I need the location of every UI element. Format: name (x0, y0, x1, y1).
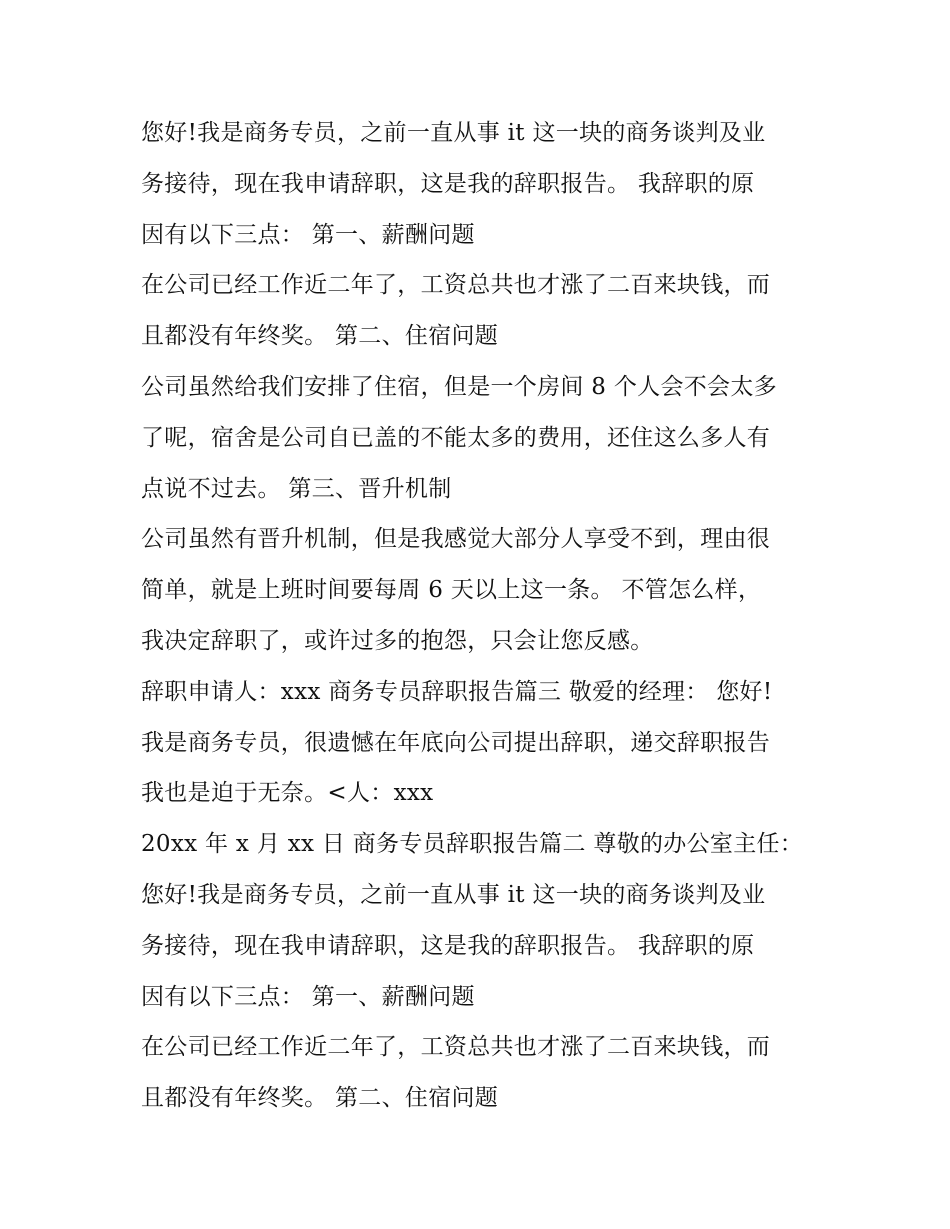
text-line: 公司虽然有晋升机制，但是我感觉大部分人享受不到，理由很 (141, 526, 771, 553)
text-line: 我也是迫于无奈。<人：xxx (141, 780, 434, 807)
text-line: 您好!我是商务专员，之前一直从事 it 这一块的商务谈判及业 (141, 120, 766, 146)
text-line: 在公司已经工作近二年了，工资总共也才涨了二百来块钱，而 (141, 1034, 771, 1061)
text-line: 点说不过去。 第三、晋升机制 (141, 475, 452, 502)
text-line: 您好!我是商务专员，之前一直从事 it 这一块的商务谈判及业 (141, 881, 766, 908)
text-line: 了呢，宿舍是公司自已盖的不能太多的费用，还住这么多人有 (141, 424, 771, 451)
text-line: 因有以下三点： 第一、薪酬问题 (141, 983, 475, 1010)
text-line: 辞职申请人：xxx 商务专员辞职报告篇三 敬爱的经理： 您好! (141, 678, 773, 705)
text-line: 在公司已经工作近二年了，工资总共也才涨了二百来块钱，而 (141, 272, 771, 299)
text-line: 且都没有年终奖。 第二、住宿问题 (141, 1085, 499, 1112)
document-body (141, 108, 821, 1124)
text-line: 我决定辞职了，或许过多的抱怨，只会让您反感。 (141, 627, 654, 654)
text-line: 20xx 年 x 月 xx 日 商务专员辞职报告篇二 尊敬的办公室主任： (141, 831, 804, 858)
text-line: 因有以下三点： 第一、薪酬问题 (141, 221, 475, 248)
text-line: 简单，就是上班时间要每周 6 天以上这一条。 不管怎么样， (141, 577, 762, 604)
text-line: 且都没有年终奖。 第二、住宿问题 (141, 323, 499, 350)
text-line: 我是商务专员，很遗憾在年底向公司提出辞职，递交辞职报告 (141, 729, 771, 756)
text-line: 务接待，现在我申请辞职，这是我的辞职报告。 我辞职的原 (141, 170, 755, 197)
text-line: 公司虽然给我们安排了住宿，但是一个房间 8 个人会不会太多 (141, 373, 777, 400)
text-line: 务接待，现在我申请辞职，这是我的辞职报告。 我辞职的原 (141, 932, 755, 959)
